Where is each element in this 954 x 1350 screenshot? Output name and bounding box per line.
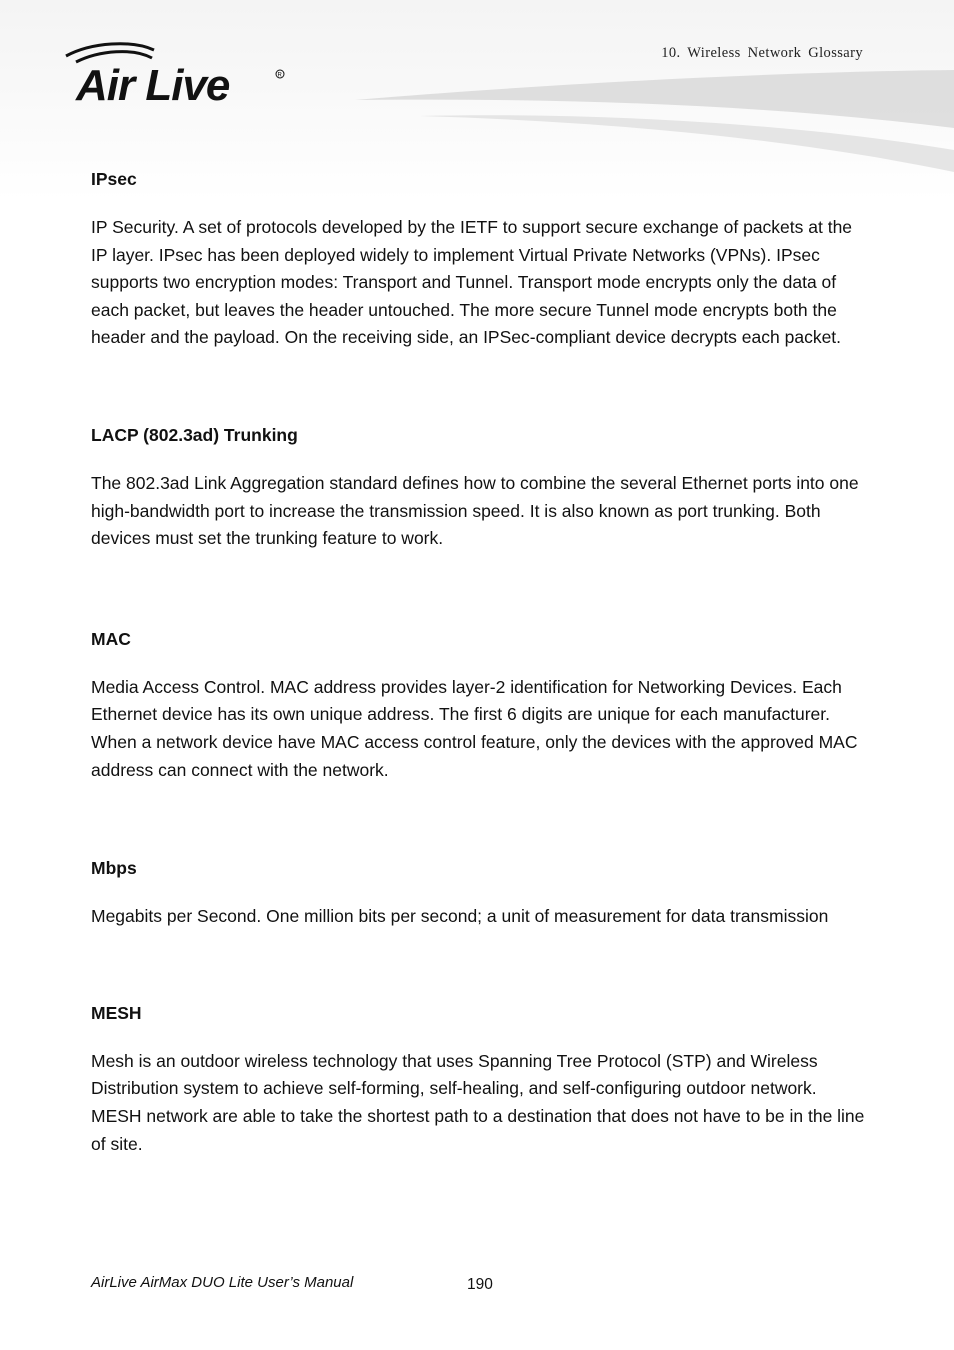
glossary-entry-mesh <box>91 1000 871 1158</box>
entry-definition: The 802.3ad Link Aggregation standard defines how to combine the several Ethernet ports into one high-bandwidth port to increase the transmission speed. It is also known as port trunking. Both devices must set the trunking feature to work. <box>91 472 859 549</box>
entry-term: LACP (802.3ad) Trunking <box>91 424 298 445</box>
entry-term: MESH <box>91 1002 142 1023</box>
glossary-entry-mbps <box>91 855 871 931</box>
entry-definition: Megabits per Second. One million bits per second; a unit of measurement for data transmission <box>91 906 829 927</box>
svg-text:Air Live: Air Live <box>76 61 230 110</box>
entry-term: MAC <box>91 628 131 649</box>
footer-page-number: 190 <box>467 1276 493 1293</box>
glossary-entry-ipsec <box>91 166 871 352</box>
glossary-entry-mac <box>91 626 871 784</box>
entry-term: IPsec <box>91 169 137 189</box>
entry-definition: IP Security. A set of protocols developed by the IETF to support secure exchange of packets at the IP layer. IPsec has been deployed widely to implement Virtual Private Networks (VPNs). IPsec supports two encryption modes: Transport and Tunnel. Transport mode encrypts only the data of each packet, but leaves the header untouched. The more secure Tunnel mode encrypts both the header and the payload. On the receiving side, an IPSec-compliant device decrypts each packet. <box>91 217 853 348</box>
entry-definition: Media Access Control. MAC address provides layer-2 identification for Networking Devices. Each Ethernet device has its own unique address. The first 6 digits are unique for each manufacturer. When a network device have MAC access control feature, only the devices with the approved MAC address can connect with the network. <box>91 676 858 780</box>
airlive-logo <box>62 40 292 110</box>
chapter-title: 10. Wireless Network Glossary <box>661 45 863 61</box>
glossary-content <box>91 166 871 1158</box>
svg-text:R: R <box>277 72 282 79</box>
entry-term: Mbps <box>91 858 137 879</box>
entry-definition: Mesh is an outdoor wireless technology that uses Spanning Tree Protocol (STP) and Wireless Distribution system to achieve self-forming, self-healing, and self-configuring outdoor network. MESH network are able to take the shortest path to a destination that does not have to be in the line of site. <box>91 1050 865 1154</box>
footer-manual-name: AirLive AirMax DUO Lite User’s Manual <box>91 1274 354 1291</box>
glossary-entry-lacp <box>91 422 871 553</box>
